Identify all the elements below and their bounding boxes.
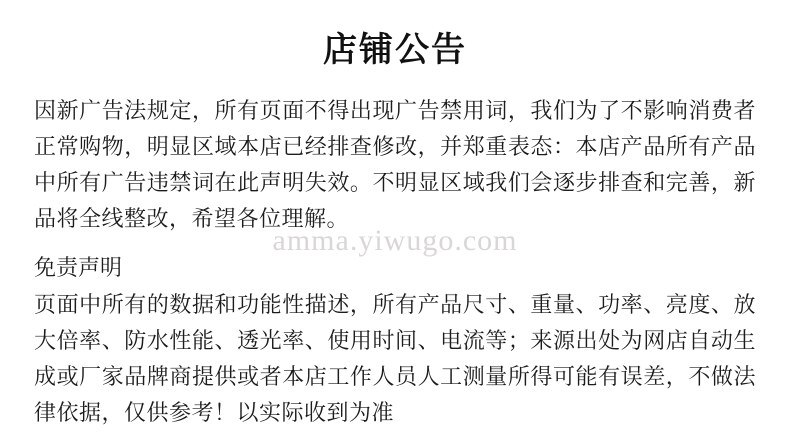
page-title: 店铺公告 xyxy=(323,31,467,69)
announcement-paragraph: 因新广告法规定，所有页面不得出现广告禁用词，我们为了不影响消费者正常购物，明显区域本店已经排查修改，并郑重表态：本店产品所有产品中所有广告违禁词在此声明失效。不明显区域我们会逐步排查和完善，新品将全线整改，希望各位理解。 xyxy=(34,98,756,231)
disclaimer-heading: 免责声明 xyxy=(34,255,123,280)
announcement-section xyxy=(34,93,756,237)
disclaimer-paragraph: 页面中所有的数据和功能性描述，所有产品尺寸、重量、功率、亮度、放大倍率、防水性能、透光率、使用时间、电流等；来源出处为网店自动生成或厂家品牌商提供或者本店工作人员人工测量所得可能有误差，不做法律依据，仅供参考！以实际收到为准 xyxy=(34,292,756,425)
disclaimer-section xyxy=(34,237,756,431)
watermark-text: amma.yiwugo.com xyxy=(272,224,518,257)
